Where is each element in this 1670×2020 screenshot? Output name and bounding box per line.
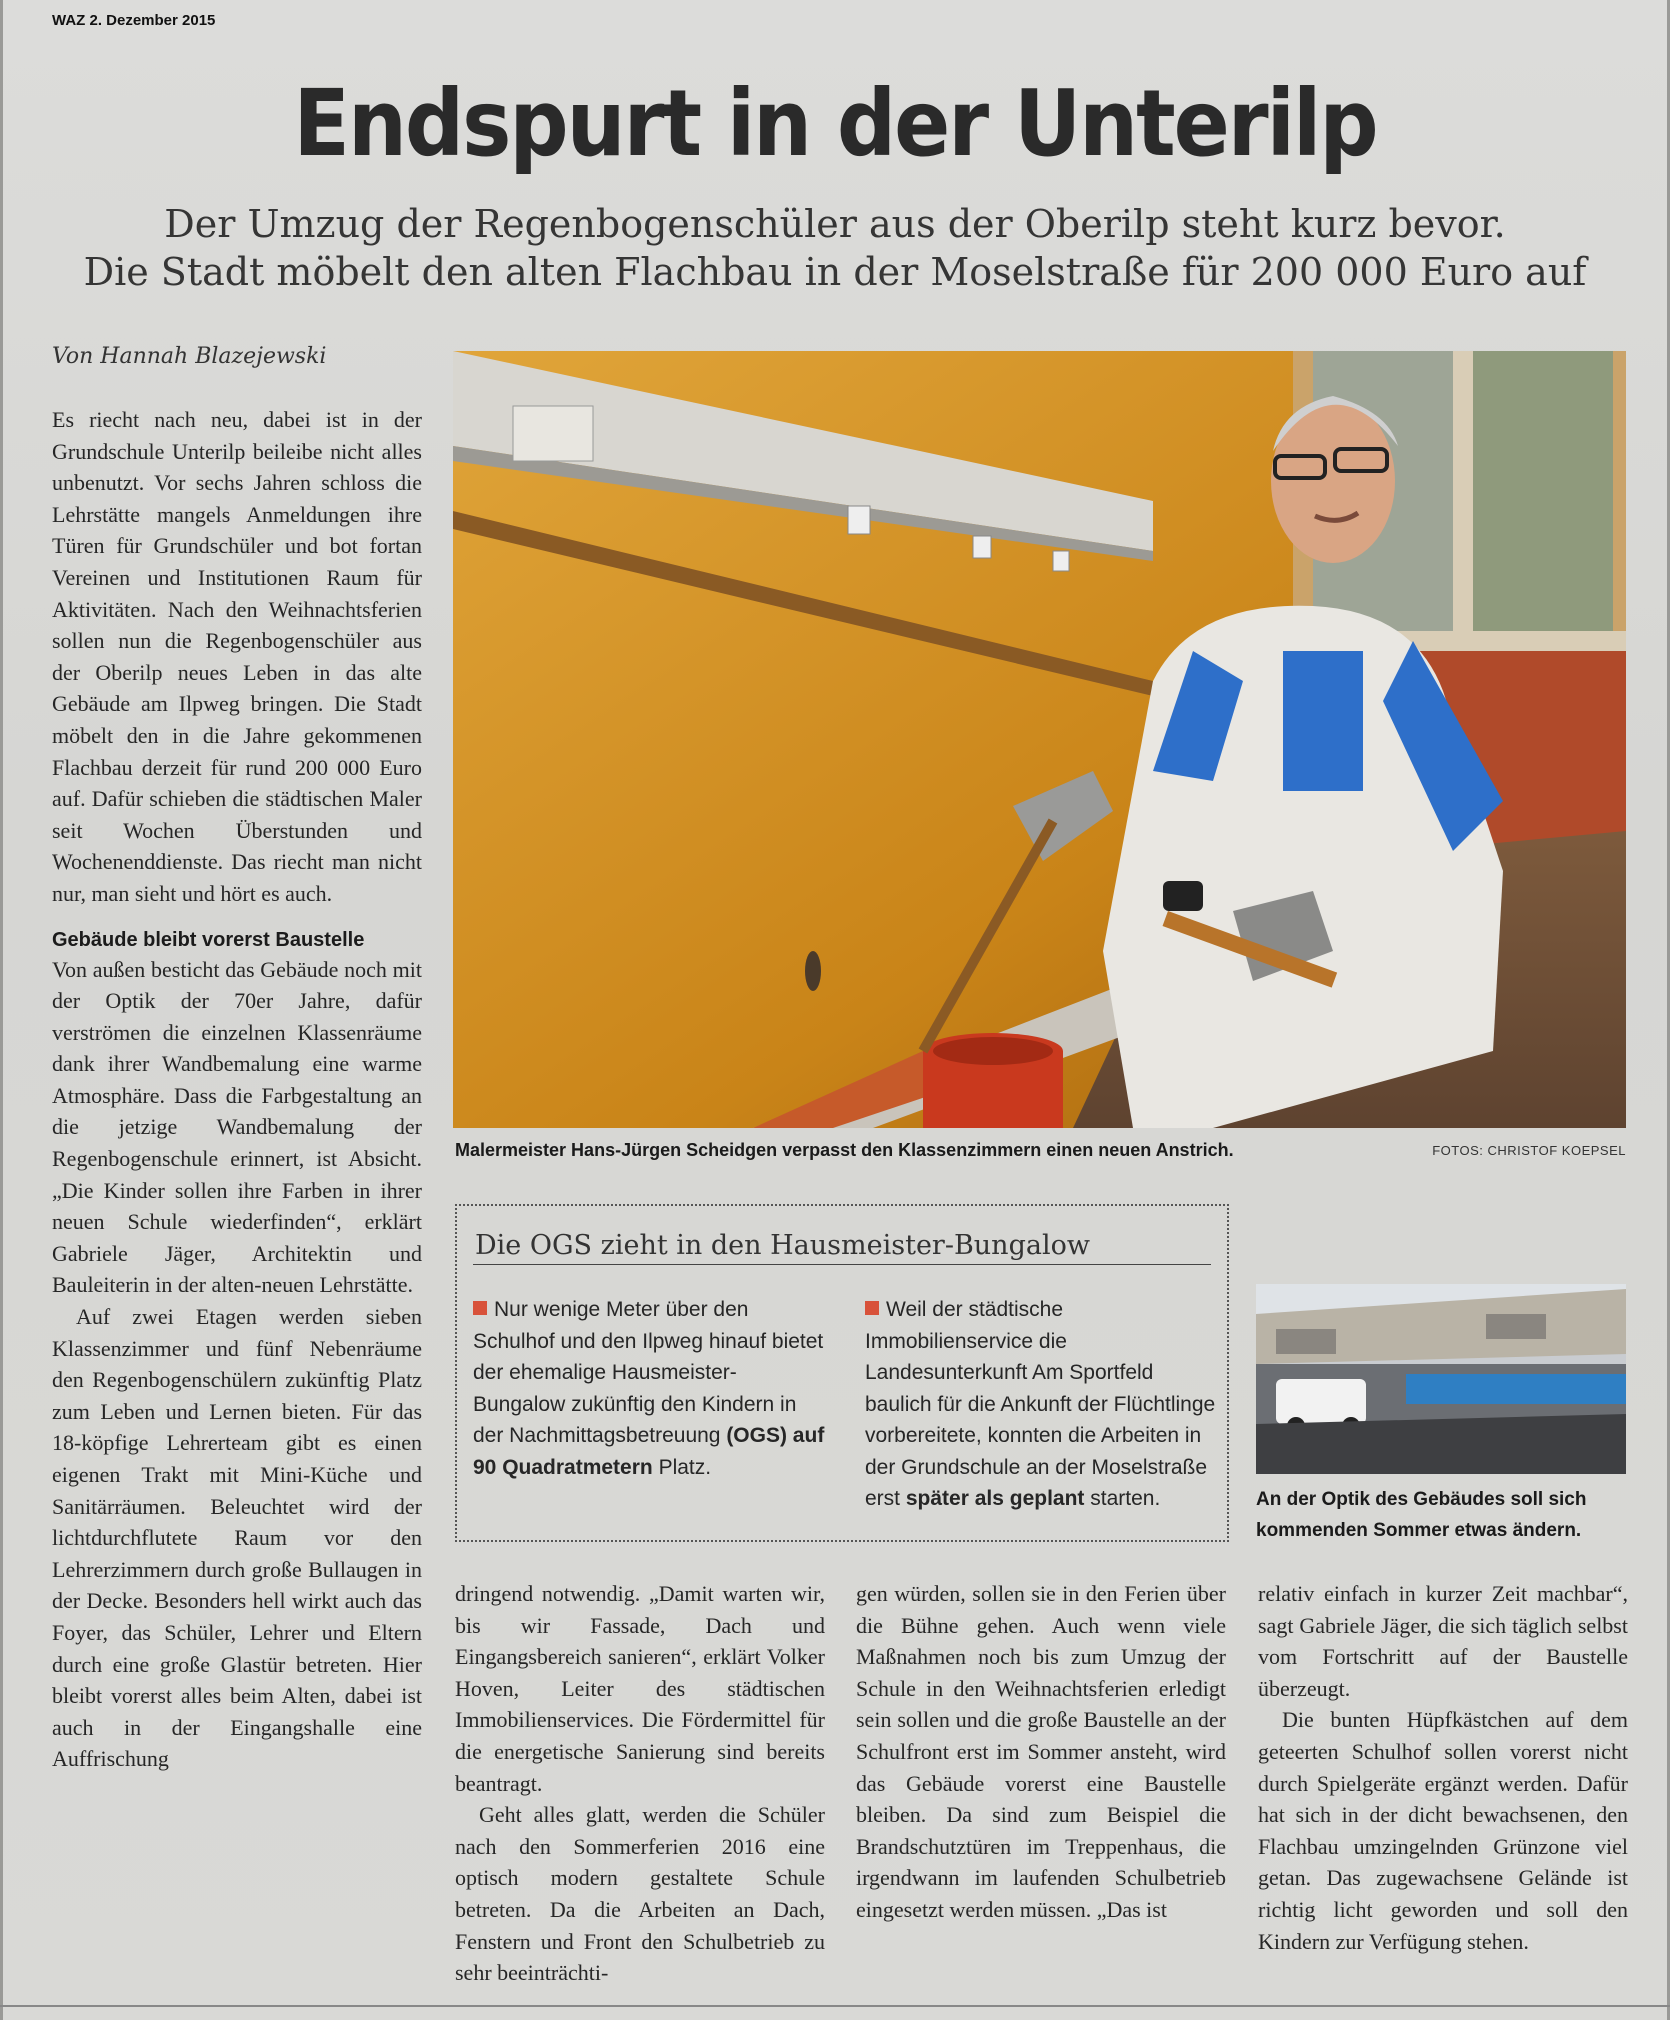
info-box-text-left xyxy=(473,1294,828,1483)
article-column-4 xyxy=(1258,1578,1628,1957)
bottom-rule xyxy=(0,2005,1670,2007)
painter-illustration xyxy=(453,351,1626,1128)
photo-caption: Malermeister Hans-Jürgen Scheidgen verpasst den Klassenzimmern einen neuen Anstrich. xyxy=(455,1140,1234,1160)
info-right-end: starten. xyxy=(1084,1487,1161,1510)
bullet-square-icon xyxy=(473,1301,487,1315)
article-column-3 xyxy=(856,1578,1226,1926)
bullet-square-icon xyxy=(865,1301,879,1315)
subheading: Gebäude bleibt vorerst Baustelle xyxy=(52,928,365,951)
info-box-rule xyxy=(473,1264,1211,1265)
headline: Endspurt in der Unterilp xyxy=(293,70,1377,177)
body-paragraph-3: Auf zwei Etagen werden sieben Klassenzimmer und fünf Nebenräume den Regenbogenschülern zukünftig Platz zum Leben und Lernen bieten. Für das 18-köpfige Lehrerteam gibt es einen eigenen Trakt mit Mini-Küche und Sanitärräumen. Beleuchtet wird der lichtdurchflutete Raum vor den Lehrerzimmern durch große Bullaugen in der Decke. Besonders hell wirkt auch das Foyer, das Schüler, Lehrer und Eltern durch eine große Glastür betreten. Hier bleibt vorerst alles beim Alten, dabei ist auch in der Eingangshalle eine Auffrischung xyxy=(52,1304,422,1772)
info-box-text-right xyxy=(865,1294,1220,1515)
byline: Von Hannah Blazejewski xyxy=(52,344,327,369)
school-building-illustration xyxy=(1256,1284,1626,1474)
main-photo-painter xyxy=(453,351,1626,1128)
source-label: WAZ 2. Dezember 2015 xyxy=(52,12,216,29)
body-paragraph-2: Von außen besticht das Gebäude noch mit der Optik der 70er Jahre, dafür verströmen die einzelnen Klassenräume dank ihrer Wandbemalung eine warme Atmosphäre. Dass die Farbgestaltung an die jetzige Wandbemalung der Regenbogenschule erinnert, ist Absicht. „Die Kinder sollen ihre Farben in ihrer neuen Schule wiederfinden“, erklärt Gabriele Jäger, Architektin und Bauleiterin in der alten-neuen Lehrstätte. xyxy=(52,956,422,1298)
info-right-text: Weil der städtische Immobilienservice die Landesunterkunft Am Sportfeld baulich für die Ankunft der Flüchtlinge vorbereitete, konnten die Arbeiten in der Grundschule an der Moselstraße erst xyxy=(865,1298,1216,1510)
info-left-end: Platz. xyxy=(652,1455,712,1479)
body-paragraph-8: Die bunten Hüpfkästchen auf dem geteerten Schulhof sollen vorerst nicht durch Spielgeräte ergänzt werden. Dafür hat sich in der dicht bewachsenen, den Flachbau umzingelnden Grünzone viel getan. Das zugewachsene Gelände ist richtig licht geworden und soll den Kindern zur Verfügung stehen. xyxy=(1258,1707,1628,1954)
article-column-1 xyxy=(52,404,422,1775)
info-right-bold: später als geplant xyxy=(905,1487,1085,1510)
body-paragraph-1: Es riecht nach neu, dabei ist in der Grundschule Unterilp beileibe nicht alles unbenutzt. Vor sechs Jahren schloss die Lehrstätte mangels Anmeldungen ihre Türen für Grundschüler und bot fortan Vereinen und Institutionen Raum für Aktivitäten. Nach den Weihnachtsferien sollen nun die Regenbogenschüler aus der Oberilp neues Leben in das alte Gebäude am Ilpweg bringen. Die Stadt möbelt den in die Jahre gekommenen Flachbau derzeit für rund 200 000 Euro auf. Dafür schieben die städtischen Maler seit Wochen Überstunden und Wochenenddienste. Das riecht man nicht nur, man sieht und hört es auch. xyxy=(52,407,422,906)
school-building-photo xyxy=(1256,1284,1626,1474)
info-left-bold: (OGS) auf 90 Quadratmetern xyxy=(473,1424,825,1479)
body-paragraph-5: Geht alles glatt, werden die Schüler nach den Sommerferien 2016 eine optisch modern gestaltete Schule betreten. Da die Arbeiten an Dach, Fenstern und Front den Schulbetrieb zu sehr beeinträchti- xyxy=(455,1802,825,1986)
body-paragraph-7: relativ einfach in kurzer Zeit machbar“, sagt Gabriele Jäger, die sich täglich selbst vom Fortschritt auf der Baustelle überzeugt. xyxy=(1258,1581,1628,1701)
body-paragraph-6: gen würden, sollen sie in den Ferien über die Bühne gehen. Auch wenn viele Maßnahmen noch bis zum Umzug der Schule in den Weihnachtsferien erledigt sein sollen und die große Baustelle an der Schulfront erst im Sommer ansteht, wird das Gebäude vorerst eine Baustelle bleiben. Da sind zum Beispiel die Brandschutztüren im Treppenhaus, die irgendwann im laufenden Schulbetrieb eingesetzt werden müssen. „Das ist xyxy=(856,1581,1226,1922)
info-left-text: Nur wenige Meter über den Schulhof und den Ilpweg hinauf bietet der ehemalige Hausmeister-Bungalow zukünftig den Kindern in der Nachmittagsbetreuung xyxy=(473,1298,824,1447)
info-box-title: Die OGS zieht in den Hausmeister-Bungalow xyxy=(475,1230,1090,1261)
article-column-2 xyxy=(455,1578,825,1989)
info-box xyxy=(455,1204,1229,1542)
photo-credit: FOTOS: CHRISTOF KOEPSEL xyxy=(1432,1143,1626,1158)
page-edge-left xyxy=(0,0,3,2020)
body-paragraph-4: dringend notwendig. „Damit warten wir, bis wir Fassade, Dach und Eingangsbereich sanieren“, erklärt Volker Hoven, Leiter des städtischen Immobilienservices. Die Fördermittel für die energetische Sanierung sind bereits beantragt. xyxy=(455,1581,825,1796)
subheadline-line-1: Der Umzug der Regenbogenschüler aus der Oberilp steht kurz bevor. xyxy=(164,202,1506,246)
school-photo-caption: An der Optik des Gebäudes soll sich kommenden Sommer etwas ändern. xyxy=(1256,1489,1587,1541)
subheadline-line-2: Die Stadt möbelt den alten Flachbau in der Moselstraße für 200 000 Euro auf xyxy=(83,250,1587,294)
